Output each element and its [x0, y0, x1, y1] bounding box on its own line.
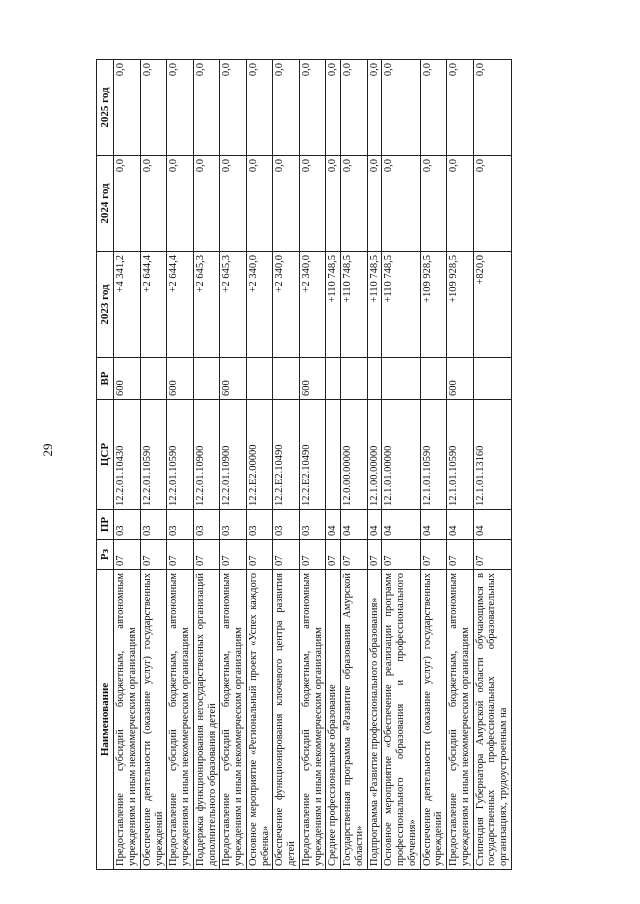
cell-pr: 03: [273, 510, 300, 540]
cell-2023: +2 340,0: [246, 252, 273, 358]
cell-pr: 04: [341, 510, 368, 540]
cell-vr: [341, 358, 368, 400]
cell-2023: +2 644,4: [167, 252, 194, 358]
cell-name: Обеспечение функционирования ключевого центра развития детей: [273, 570, 300, 870]
header-pr: ПР: [97, 510, 114, 540]
cell-2024: 0,0: [167, 156, 194, 252]
cell-rz: 07: [341, 540, 368, 570]
cell-csr: 12.2.01.10900: [220, 400, 247, 510]
cell-2025: 0,0: [447, 60, 474, 156]
cell-csr: 12.1.01.10590: [447, 400, 474, 510]
cell-2024: 0,0: [367, 156, 382, 252]
cell-2025: 0,0: [246, 60, 273, 156]
cell-vr: [473, 358, 511, 400]
header-name: Наименование: [97, 570, 114, 870]
cell-2025: 0,0: [367, 60, 382, 156]
table-row: [420, 60, 447, 870]
cell-csr: 12.2.01.10590: [140, 400, 167, 510]
cell-rz: 07: [114, 540, 141, 570]
cell-2025: 0,0: [326, 60, 341, 156]
cell-vr: 600: [220, 358, 247, 400]
cell-2024: 0,0: [299, 156, 326, 252]
cell-pr: 03: [246, 510, 273, 540]
cell-pr: 04: [326, 510, 341, 540]
cell-name: Основное мероприятие «Региональный проект «Успех каждого ребенка»: [246, 570, 273, 870]
cell-name: Поддержка функционирования негосударственных организаций дополнительного образования детей: [193, 570, 220, 870]
cell-2023: +4 341,2: [114, 252, 141, 358]
cell-vr: 600: [299, 358, 326, 400]
table-row: [140, 60, 167, 870]
cell-csr: 12.0.00.00000: [341, 400, 368, 510]
page-number: 29: [40, 443, 55, 457]
cell-csr: 12.2.01.10430: [114, 400, 141, 510]
cell-csr: 12.2.01.10590: [167, 400, 194, 510]
cell-csr: 12.2.E2.10490: [299, 400, 326, 510]
header-2025: 2025 год: [97, 60, 114, 156]
cell-2024: 0,0: [273, 156, 300, 252]
cell-name: Обеспечение деятельности (оказание услуг) государственных учреждений: [140, 570, 167, 870]
cell-rz: 07: [420, 540, 447, 570]
cell-pr: 03: [193, 510, 220, 540]
table-row: [273, 60, 300, 870]
cell-2023: +2 340,0: [273, 252, 300, 358]
table-row: [382, 60, 420, 870]
cell-name: Предоставление субсидий бюджетным, автономным учреждениям и иным некоммерческим организациям: [447, 570, 474, 870]
table-header-row: [97, 60, 114, 870]
cell-2023: +110 748,5: [326, 252, 341, 358]
cell-vr: 600: [447, 358, 474, 400]
header-rz: Рз: [97, 540, 114, 570]
cell-name: Предоставление субсидий бюджетным, автономным учреждениям и иным некоммерческим организациям: [167, 570, 194, 870]
cell-2023: +2 340,0: [299, 252, 326, 358]
cell-pr: 03: [114, 510, 141, 540]
cell-csr: 12.1.01.10590: [420, 400, 447, 510]
cell-2024: 0,0: [326, 156, 341, 252]
cell-2023: +110 748,5: [382, 252, 420, 358]
cell-rz: 07: [326, 540, 341, 570]
cell-name: Предоставление субсидий бюджетным, автономным учреждениям и иным некоммерческим организациям: [299, 570, 326, 870]
cell-pr: 03: [167, 510, 194, 540]
cell-2024: 0,0: [246, 156, 273, 252]
cell-name: Подпрограмма «Развитие профессионального образования»: [367, 570, 382, 870]
table-row: [473, 60, 511, 870]
table-row: [341, 60, 368, 870]
cell-rz: 07: [299, 540, 326, 570]
cell-2024: 0,0: [341, 156, 368, 252]
cell-2023: +110 748,5: [341, 252, 368, 358]
cell-vr: 600: [114, 358, 141, 400]
cell-vr: [367, 358, 382, 400]
cell-csr: 12.1.00.00000: [367, 400, 382, 510]
table-row: [246, 60, 273, 870]
cell-rz: 07: [220, 540, 247, 570]
table-row: [167, 60, 194, 870]
cell-2023: +2 645,3: [220, 252, 247, 358]
cell-rz: 07: [246, 540, 273, 570]
header-csr: ЦСР: [97, 400, 114, 510]
cell-rz: 07: [473, 540, 511, 570]
cell-vr: [273, 358, 300, 400]
cell-2024: 0,0: [420, 156, 447, 252]
cell-2025: 0,0: [420, 60, 447, 156]
cell-vr: [193, 358, 220, 400]
cell-2025: 0,0: [473, 60, 511, 156]
cell-name: Стипендия Губернатора Амурской области обучающимся в государственных профессиональных образовательных организациях, трудоустроенным на: [473, 570, 511, 870]
cell-rz: 07: [447, 540, 474, 570]
cell-name: Государственная программа «Развитие образования Амурской области»: [341, 570, 368, 870]
cell-2024: 0,0: [220, 156, 247, 252]
cell-csr: 12.1.01.13160: [473, 400, 511, 510]
cell-vr: [326, 358, 341, 400]
cell-rz: 07: [140, 540, 167, 570]
cell-name: Среднее профессиональное образование: [326, 570, 341, 870]
cell-2024: 0,0: [382, 156, 420, 252]
cell-csr: [326, 400, 341, 510]
rotated-table-container: [96, 60, 556, 870]
cell-name: Обеспечение деятельности (оказание услуг) государственных учреждений: [420, 570, 447, 870]
table-row: [114, 60, 141, 870]
cell-2025: 0,0: [193, 60, 220, 156]
cell-pr: 03: [220, 510, 247, 540]
cell-csr: 12.1.01.00000: [382, 400, 420, 510]
cell-vr: [140, 358, 167, 400]
header-2023: 2023 год: [97, 252, 114, 358]
cell-rz: 07: [367, 540, 382, 570]
header-2024: 2024 год: [97, 156, 114, 252]
cell-2024: 0,0: [140, 156, 167, 252]
table-body: [114, 60, 512, 870]
cell-pr: 03: [299, 510, 326, 540]
cell-csr: 12.2.01.10900: [193, 400, 220, 510]
cell-2025: 0,0: [382, 60, 420, 156]
cell-vr: [382, 358, 420, 400]
cell-pr: 04: [473, 510, 511, 540]
cell-2024: 0,0: [447, 156, 474, 252]
cell-name: Предоставление субсидий бюджетным, автономным учреждениям и иным некоммерческим организациям: [114, 570, 141, 870]
budget-table: [96, 59, 512, 870]
cell-pr: 03: [140, 510, 167, 540]
cell-vr: [420, 358, 447, 400]
cell-2025: 0,0: [114, 60, 141, 156]
header-vr: ВР: [97, 358, 114, 400]
table-row: [193, 60, 220, 870]
cell-rz: 07: [167, 540, 194, 570]
cell-2023: +2 645,3: [193, 252, 220, 358]
cell-rz: 07: [193, 540, 220, 570]
table-row: [447, 60, 474, 870]
cell-2024: 0,0: [193, 156, 220, 252]
cell-2023: +109 928,5: [420, 252, 447, 358]
cell-name: Предоставление субсидий бюджетным, автономным учреждениям и иным некоммерческим организациям: [220, 570, 247, 870]
cell-2024: 0,0: [473, 156, 511, 252]
cell-rz: 07: [273, 540, 300, 570]
cell-2025: 0,0: [341, 60, 368, 156]
cell-2025: 0,0: [299, 60, 326, 156]
cell-pr: 04: [382, 510, 420, 540]
cell-vr: [246, 358, 273, 400]
cell-csr: 12.2.E2.00000: [246, 400, 273, 510]
cell-2025: 0,0: [140, 60, 167, 156]
cell-2023: +2 644,4: [140, 252, 167, 358]
cell-2025: 0,0: [273, 60, 300, 156]
table-row: [326, 60, 341, 870]
table-row: [299, 60, 326, 870]
cell-name: Основное мероприятие «Обеспечение реализации программ профессионального образования и профессионального обучения»: [382, 570, 420, 870]
cell-rz: 07: [382, 540, 420, 570]
cell-2023: +109 928,5: [447, 252, 474, 358]
table-row: [220, 60, 247, 870]
cell-2023: +110 748,5: [367, 252, 382, 358]
cell-2025: 0,0: [167, 60, 194, 156]
cell-pr: 04: [447, 510, 474, 540]
cell-pr: 04: [420, 510, 447, 540]
cell-2024: 0,0: [114, 156, 141, 252]
cell-2025: 0,0: [220, 60, 247, 156]
cell-vr: 600: [167, 358, 194, 400]
table-row: [367, 60, 382, 870]
cell-csr: 12.2.E2.10490: [273, 400, 300, 510]
cell-2023: +820,0: [473, 252, 511, 358]
cell-pr: 04: [367, 510, 382, 540]
